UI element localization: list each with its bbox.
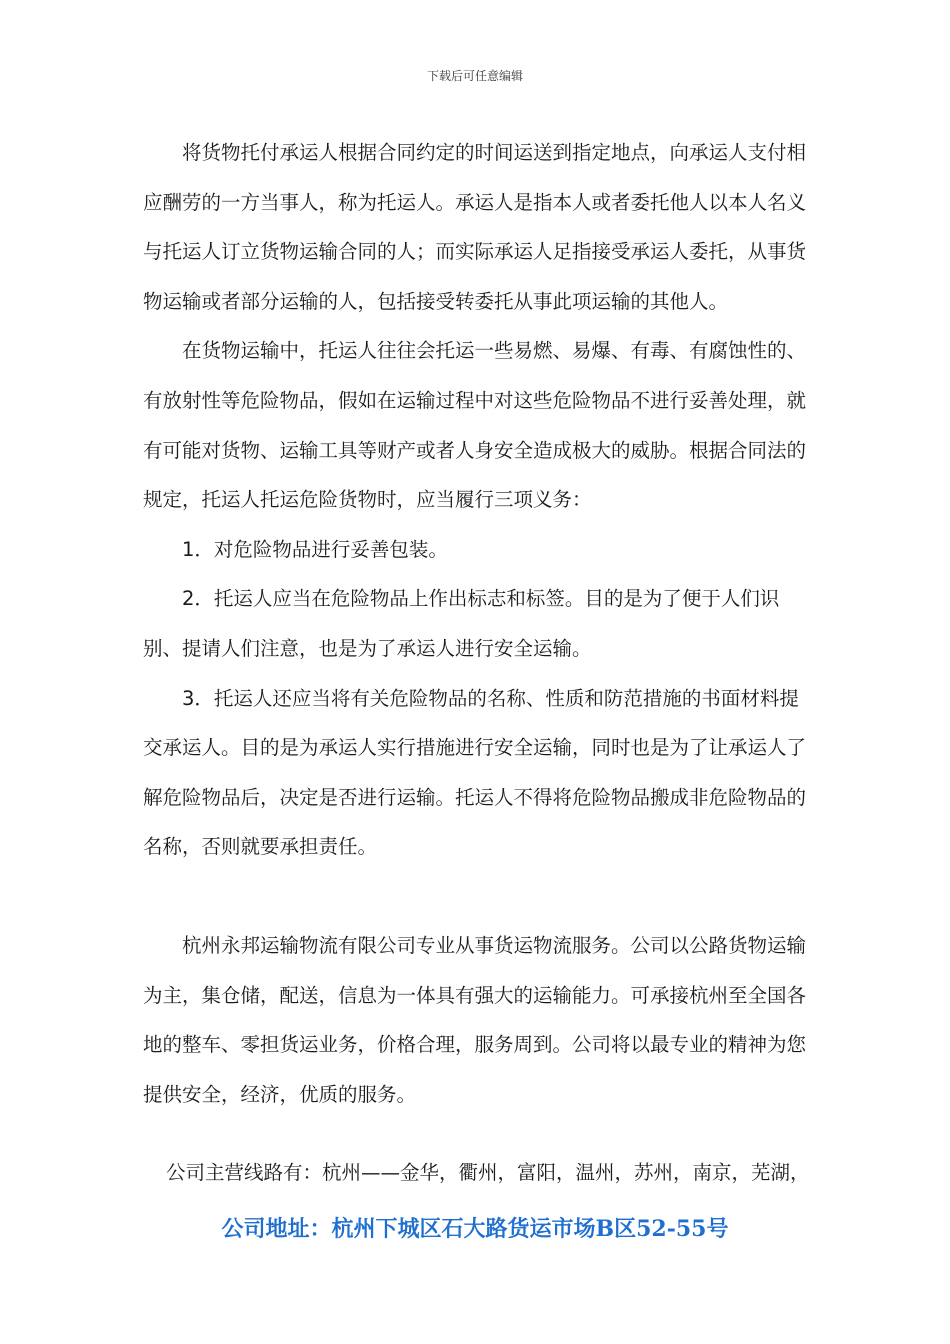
paragraph-shipper-definition: 将货物托付承运人根据合同约定的时间运送到指定地点，向承运人支付相应酬劳的一方当事人，称为托运人。承运人是指本人或者委托他人以本人名义与托运人订立货物运输合同的人；而实际承运人足指接受承运人委托，从事货物运输或者部分运输的人，包括接受转委托从事此项运输的其他人。: [143, 141, 807, 313]
document-body: [143, 128, 809, 1119]
blank-line: [143, 872, 809, 921]
paragraph-duty-2: 2．托运人应当在危险物品上作出标志和标签。目的是为了便于人们识别、提请人们注意，也是为了承运人进行安全运输。: [143, 587, 780, 660]
header-note: 下载后可任意编辑: [426, 69, 523, 83]
paragraph-duty-3: 3．托运人还应当将有关危险物品的名称、性质和防范措施的书面材料提交承运人。目的是为承运人实行措施进行安全运输，同时也是为了让承运人了解危险物品后，决定是否进行运输。托运人不得将危险物品搬成非危险物品的名称，否则就要承担责任。: [143, 686, 807, 859]
company-address: 公司地址：杭州下城区石大路货运市场B区52-55号: [221, 1216, 729, 1242]
paragraph-company-intro: 杭州永邦运输物流有限公司专业从事货运物流服务。公司以公路货物运输为主，集仓储，配送，信息为一体具有强大的运输能力。可承接杭州至全国各地的整车、零担货运业务，价格合理，服务周到。公司将以最专业的精神为您提供安全，经济，优质的服务。: [143, 933, 807, 1106]
paragraph-dangerous-goods: 在货物运输中，托运人往往会托运一些易燃、易爆、有毒、有腐蚀性的、有放射性等危险物品，假如在运输过程中对这些危险物品不进行妥善处理，就有可能对货物、运输工具等财产或者人身安全造成极大的威胁。根据合同法的规定，托运人托运危险货物时，应当履行三项义务：: [143, 339, 807, 512]
routes-line: 公司主营线路有：杭州——金华，衢州，富阳，温州，苏州，南京，芜湖，: [166, 1161, 810, 1184]
paragraph-duty-1: 1．对危险物品进行妥善包装。: [182, 537, 448, 561]
